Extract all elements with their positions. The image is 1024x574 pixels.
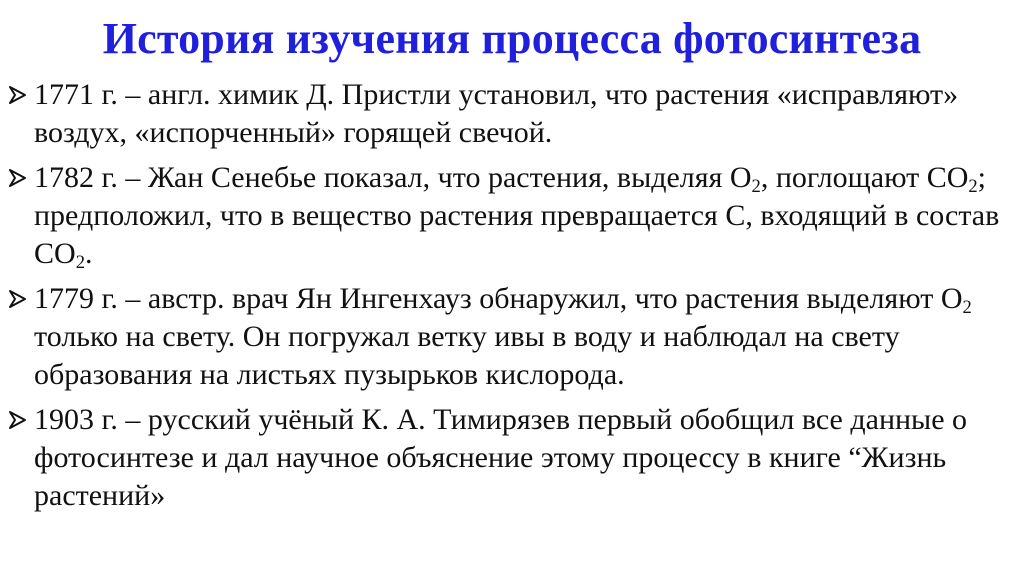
arrow-bullet-icon <box>8 289 28 309</box>
list-item-text: 1903 г. – русский учёный К. А. Тимирязев первый обобщил все данные о фотосинтезе и дал научное объяснение этому процессу в книге “Жизнь растений» <box>34 403 968 512</box>
text-part: . <box>84 237 93 270</box>
list-item-1903 <box>8 401 1008 515</box>
subscript: 2 <box>968 176 978 198</box>
text-part: 1782 г. – Жан Сенебье показал, что растения, выделяя О <box>34 161 752 194</box>
text-part: 1779 г. – австр. врач Ян Ингенхауз обнаружил, что растения выделяют О <box>34 282 963 315</box>
slide-title: История изучения процесса фотосинтеза <box>102 14 922 63</box>
list-item-1771 <box>8 76 1008 152</box>
list-item-text: 1771 г. – англ. химик Д. Пристли установил, что растения «исправляют» воздух, «испорченный» горящей свечой. <box>34 78 959 149</box>
text-part: , поглощают СО <box>760 161 969 194</box>
arrow-bullet-icon <box>8 410 28 430</box>
arrow-bullet-icon <box>8 168 28 188</box>
list-item-text <box>34 159 1008 273</box>
list-item-text <box>34 280 1008 394</box>
arrow-bullet-icon <box>8 85 28 105</box>
list-item-1779 <box>8 280 1008 394</box>
text-part: только на свету. Он погружал ветку ивы в воду и наблюдал на свету образования на листьях пузырьков кислорода. <box>34 320 900 391</box>
subscript: 2 <box>751 176 761 198</box>
subscript: 2 <box>962 297 972 319</box>
list-item-1782 <box>8 159 1008 273</box>
text-part: ; предположил, что в вещество растения превращается С, входящий в состав СО <box>34 161 1000 270</box>
history-list <box>8 76 1008 522</box>
subscript: 2 <box>75 252 85 274</box>
